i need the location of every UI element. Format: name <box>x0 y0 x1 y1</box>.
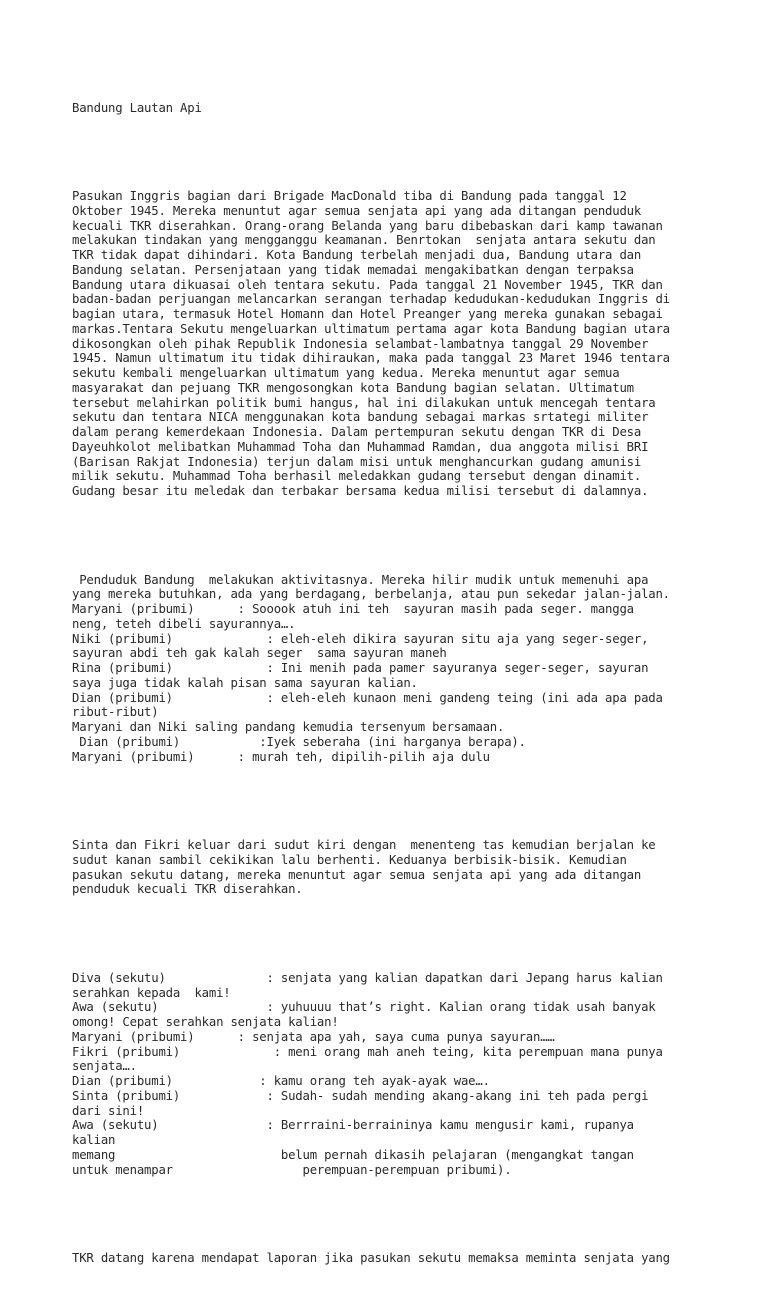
text-line: memang belum pernah dikasih pelajaran (mengangkat tangan <box>72 1147 634 1162</box>
text-line: omong! Cepat serahkan senjata kalian! <box>72 1015 339 1029</box>
text-line: 1945. Namun ultimatum itu tidak dihiraukan, maka pada tanggal 23 Maret 1946 tentara <box>72 351 670 366</box>
text-line: Dian (pribumi) : eleh-eleh kunaon meni gandeng teing (ini ada apa pada <box>72 690 663 705</box>
text-line: Maryani dan Niki saling pandang kemudia tersenyum bersamaan. <box>72 720 505 734</box>
text-line: TKR datang karena mendapat laporan jika pasukan sekutu memaksa meminta senjata yang <box>72 1251 670 1265</box>
text-line: (Barisan Rakjat Indonesia) terjun dalam misi untuk menghancurkan gudang amunisi <box>72 454 642 469</box>
text-line: Sinta (pribumi) : Sudah- sudah mending akang-akang ini teh pada pergi <box>72 1088 649 1103</box>
text-line: sekutu kembali mengeluarkan ultimatum yang kedua. Mereka menuntut agar semua <box>72 366 620 380</box>
text-line: TKR tidak dapat dihindari. Kota Bandung terbelah menjadi dua, Bandung utara dan <box>72 248 642 262</box>
text-line: Rina (pribumi) : Ini menih pada pamer sayuranya seger-seger, sayuran <box>72 661 649 675</box>
text-line: Maryani (pribumi) : murah teh, dipilih-pilih aja dulu <box>72 749 490 764</box>
text-line: dikosongkan oleh pihak Republik Indonesia selambat-lambatnya tanggal 29 November <box>72 336 649 351</box>
text-line: bagian utara, termasuk Hotel Homann dan Hotel Preanger yang mereka gunakan sebagai <box>72 307 663 321</box>
text-line: yang mereka butuhkan, ada yang berdagang, berbelanja, atau pun sekedar jalan-jalan. <box>72 587 670 602</box>
text-line: serahkan kepada kami! <box>72 985 231 1000</box>
text-line: Fikri (pribumi) : meni orang mah aneh teing, kita perempuan mana punya <box>72 1044 663 1059</box>
text-line: Awa (sekutu) : yuhuuuu that’s right. Kalian orang tidak usah banyak <box>72 1000 656 1015</box>
text-line: Maryani (pribumi) : senjata apa yah, saya cuma punya sayuran…… <box>72 1029 555 1044</box>
text-line: Oktober 1945. Mereka menuntut agar semua senjata api yang ada ditangan penduduk <box>72 203 642 218</box>
text-line: neng, teteh dibeli sayurannya…. <box>72 616 296 631</box>
text-line: saya juga tidak kalah pisan sama sayuran kalian. <box>72 675 418 690</box>
text-line: kecuali TKR diserahkan. Orang-orang Belanda yang baru dibebaskan dari kamp tawanan <box>72 218 663 233</box>
paragraph-sekutu-dialogue <box>72 971 712 1178</box>
text-line: pasukan sekutu datang, mereka menuntut agar semua senjata api yang ada ditangan <box>72 867 642 882</box>
text-line: milik sekutu. Muhammad Toha berhasil meledakkan gudang tersebut dengan dinamit. <box>72 469 642 484</box>
blank-line <box>72 794 712 809</box>
text-line: sudut kanan sambil cekikikan lalu berhenti. Keduanya berbisik-bisik. Kemudian <box>72 852 627 867</box>
document-title: Bandung Lautan Api <box>72 100 202 115</box>
text-line: masyarakat dan pejuang TKR mengosongkan kota Bandung bagian selatan. Ultimatum <box>72 380 634 395</box>
text-line: ribut-ribut) <box>72 705 159 720</box>
text-line: badan-badan perjuangan melancarkan serangan terhadap kedudukan-kedudukan Inggris di <box>72 292 670 307</box>
text-line: Penduduk Bandung melakukan aktivitasnya. Mereka hilir mudik untuk memenuhi apa <box>72 572 649 587</box>
text-line: penduduk kecuali TKR diserahkan. <box>72 882 303 897</box>
text-line: sayuran abdi teh gak kalah seger sama sayuran maneh <box>72 646 447 661</box>
text-line: senjata…. <box>72 1059 137 1074</box>
text-line: Niki (pribumi) : eleh-eleh dikira sayuran situ aja yang seger-seger, <box>72 631 649 646</box>
paragraph-market-dialogue <box>72 573 712 765</box>
text-line: Pasukan Inggris bagian dari Brigade MacDonald tiba di Bandung pada tanggal 12 <box>72 189 627 203</box>
text-line: Bandung utara dikuasai oleh tentara sekutu. Pada tanggal 21 November 1945, TKR dan <box>72 277 663 292</box>
blank-line <box>72 528 712 543</box>
text-line: melakukan tindakan yang mengganggu keamanan. Benrtokan senjata antara sekutu dan <box>72 233 656 248</box>
text-line: dalam perang kemerdekaan Indonesia. Dalam pertempuran sekutu dengan TKR di Desa <box>72 425 642 439</box>
paragraph-tkr <box>72 1251 712 1266</box>
text-line: Sinta dan Fikri keluar dari sudut kiri dengan menenteng tas kemudian berjalan ke <box>72 838 656 852</box>
text-line: Dian (pribumi) : kamu orang teh ayak-ayak wae…. <box>72 1074 490 1088</box>
text-line: Diva (sekutu) : senjata yang kalian dapatkan dari Jepang harus kalian <box>72 970 663 985</box>
text-line: Dian (pribumi) :Iyek seberaha (ini harganya berapa). <box>72 734 526 749</box>
text-line: sekutu dan tentara NICA menggunakan kota bandung sebagai markas srtategi militer <box>72 410 649 425</box>
blank-line <box>72 927 712 942</box>
blank-line <box>72 1207 712 1222</box>
text-line: tersebut melahirkan politik bumi hangus, hal ini dilakukan untuk mencegah tentara <box>72 395 656 410</box>
text-line: kalian <box>72 1133 116 1147</box>
paragraph-sinta-fikri <box>72 838 712 897</box>
text-line: dari sini! <box>72 1103 145 1118</box>
text-line: markas.Tentara Sekutu mengeluarkan ultimatum pertama agar kota Bandung bagian utara <box>72 321 670 336</box>
text-line: untuk menampar perempuan-perempuan pribumi). <box>72 1162 512 1177</box>
text-line: Bandung selatan. Persenjataan yang tidak memadai mengakibatkan dengan terpaksa <box>72 262 634 277</box>
paragraph-history <box>72 189 712 499</box>
blank-line <box>72 145 712 160</box>
text-line: Maryani (pribumi) : Sooook atuh ini teh sayuran masih pada seger. mangga <box>72 602 634 616</box>
document-text <box>72 71 712 1295</box>
text-line: Gudang besar itu meledak dan terbakar bersama kedua milisi tersebut di dalamnya. <box>72 484 649 498</box>
text-line: Dayeuhkolot melibatkan Muhammad Toha dan Muhammad Ramdan, dua anggota milisi BRI <box>72 439 649 454</box>
text-line: Awa (sekutu) : Berrraini-berraininya kamu mengusir kami, rupanya <box>72 1118 634 1133</box>
